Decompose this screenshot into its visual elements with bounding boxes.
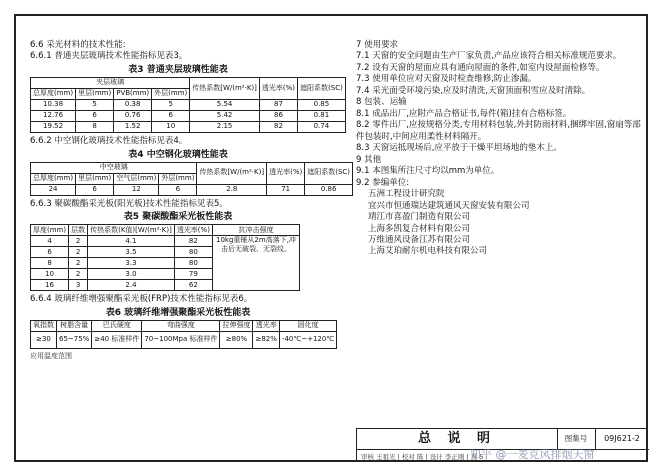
table6 — [30, 320, 337, 349]
table6-cell: 70~100Mpa 标准样件 — [142, 331, 220, 348]
table3-cell: 19.52 — [31, 122, 76, 133]
table5-cell: 4.1 — [88, 236, 175, 247]
table5-cell: 3.0 — [88, 269, 175, 280]
table5 — [30, 224, 300, 291]
table-row — [31, 184, 353, 195]
table6-cell: -40℃~+120℃ — [279, 331, 336, 348]
table4-cell: 2.8 — [197, 184, 267, 195]
table3-cell: 10.38 — [31, 100, 76, 111]
section-8-3: 8.3 天窗运抵现场后,应平放于干燥平坦场地的垫木上。 — [356, 143, 562, 154]
table5-header: 抗冲击强度 — [212, 225, 299, 236]
table3-cell: 2.15 — [190, 122, 260, 133]
table4-header: 外层(mm) — [159, 173, 197, 184]
table3-cell: 5 — [152, 100, 190, 111]
section-6-6: 6.6 采光材料的技术性能: — [30, 40, 126, 50]
table4-cell: 71 — [267, 184, 305, 195]
table6-header: 巴氏硬度 — [92, 320, 142, 331]
table4-cell: 0.86 — [305, 184, 353, 195]
section-6-6-1: 6.6.1 普通夹层玻璃技术性能指标见表3。 — [30, 51, 188, 62]
section-6-6-3: 6.6.3 聚碳酸酯采光板(阳光板)技术性能指标见表5。 — [30, 198, 228, 209]
watermark: 知乎 @一麦克风排烟天窗 — [470, 448, 595, 461]
table6-header: 弯曲强度 — [142, 320, 220, 331]
table4-header: 透光率(%) — [267, 162, 305, 184]
section-7-1: 7.1 天窗的安全问题由生产厂家负责,产品应该符合相关标准规范要求。 — [356, 51, 622, 62]
table4-cell: 24 — [31, 184, 76, 195]
table5-cell: 3 — [69, 280, 88, 291]
table5-cell: 6 — [31, 247, 69, 258]
table3-cell: 5 — [76, 100, 114, 111]
table5-cell: 62 — [174, 280, 212, 291]
table3-header: 外层(mm) — [152, 89, 190, 100]
table6-header-extra: 应用温度范围 — [30, 351, 72, 360]
table6-header: 拉伸强度 — [220, 320, 253, 331]
table6-header: 树脂含量 — [57, 320, 92, 331]
table5-cell: 2 — [69, 236, 88, 247]
table3-caption: 表3 普通夹层玻璃性能表 — [128, 64, 228, 75]
table6-caption: 表6 玻璃纤维增强聚酯采光板性能表 — [105, 307, 251, 318]
table3-cell: 82 — [259, 122, 297, 133]
table3-cell: 5.42 — [190, 111, 260, 122]
table3-cell: 6 — [152, 111, 190, 122]
section-9-2: 9.2 参编单位: — [356, 177, 410, 188]
table3-header: 遮阳系数(SC) — [298, 78, 346, 100]
table4 — [30, 162, 353, 196]
left-column — [30, 40, 351, 361]
table5-caption: 表5 聚碳酸酯采光板性能表 — [123, 212, 233, 223]
section-7: 7 使用要求 — [356, 40, 399, 50]
table6-cell: ≥82% — [253, 331, 279, 348]
table4-header: 总厚度(mm) — [31, 173, 76, 184]
table6-cell: 65~75% — [57, 331, 92, 348]
table5-cell: 8 — [31, 258, 69, 269]
section-6-6-2: 6.6.2 中空钢化玻璃技术性能指标见表4。 — [30, 136, 188, 147]
table3-cell: 1.52 — [114, 122, 152, 133]
table5-header: 层数 — [69, 225, 88, 236]
table5-cell: 4 — [31, 236, 69, 247]
table3-cell: 12.76 — [31, 111, 76, 122]
table5-header: 厚度(mm) — [31, 225, 69, 236]
table5-cell: 2 — [69, 269, 88, 280]
table4-header: 里层(mm) — [76, 173, 114, 184]
table5-cell: 80 — [174, 258, 212, 269]
table5-cell: 3.5 — [88, 247, 175, 258]
table4-caption: 表4 中空钢化玻璃性能表 — [128, 149, 228, 160]
participating-unit: 五洲工程设计研究院 — [368, 189, 445, 200]
table3-header: 透光率(%) — [259, 78, 297, 100]
table5-cell: 82 — [174, 236, 212, 247]
table3-cell: 0.38 — [114, 100, 152, 111]
table3-cell: 0.76 — [114, 111, 152, 122]
table3-cell: 8 — [76, 122, 114, 133]
table4-cell: 12 — [114, 184, 159, 195]
table5-cell: 3.3 — [88, 258, 175, 269]
participating-unit: 宜兴市恒通瑞达建筑通风天窗安装有限公司 — [368, 200, 530, 211]
table4-header: 空气层(mm) — [114, 173, 159, 184]
participating-unit: 上海艾珀耐尔机电科技有限公司 — [368, 246, 488, 257]
table3 — [30, 77, 346, 133]
section-6-6-4: 6.6.4 玻璃纤维增强聚酯采光板(FRP)技术性能指标见表6。 — [30, 294, 253, 305]
table6-cell: ≥30 — [31, 331, 57, 348]
table3-cell: 6 — [76, 111, 114, 122]
table5-cell: 2 — [69, 247, 88, 258]
set-number: 09J621-2 — [604, 434, 640, 443]
table4-cell: 6 — [159, 184, 197, 195]
table6-header: 固化度 — [279, 320, 336, 331]
table4-group-header: 中空玻璃 — [31, 162, 197, 173]
table3-cell: 10 — [152, 122, 190, 133]
table5-header: 传热系数(K值)[W/(m²·K)] — [88, 225, 175, 236]
table6-cell: ≥80% — [220, 331, 253, 348]
table3-header: 里层(mm) — [76, 89, 114, 100]
table6-header: 氧指数 — [31, 320, 57, 331]
table5-cell: 80 — [174, 247, 212, 258]
participating-unit: 靖江市喜盈门制造有限公司 — [368, 212, 471, 223]
right-column — [356, 40, 648, 258]
table-row — [31, 111, 346, 122]
table5-cell: 2 — [69, 258, 88, 269]
table5-impact-note: 10kg重锤从2m高落下,冲击后无破裂、无裂纹。 — [212, 236, 299, 291]
table5-cell: 2.4 — [88, 280, 175, 291]
table-row — [31, 236, 300, 247]
set-number-label: 图集号 — [557, 429, 596, 449]
section-7-3: 7.3 使用单位应对天窗及时检查维修,防止渗漏。 — [356, 74, 537, 85]
table4-cell: 6 — [76, 184, 114, 195]
section-7-4: 7.4 采光面受环境污染,应及时清洗,天窗顶面积雪应及时清除。 — [356, 85, 591, 96]
table-row — [31, 100, 346, 111]
table-row — [31, 331, 337, 348]
section-9-1: 9.1 本图集所注尺寸均以mm为单位。 — [356, 166, 500, 177]
table3-group-header: 夹层玻璃 — [31, 78, 190, 89]
section-7-2: 7.2 设有天窗的屋面应具有通向屋面的条件,如室内设屋面检修等。 — [356, 62, 605, 73]
table5-cell: 16 — [31, 280, 69, 291]
table3-header: 传热系数[W/(m²·K)] — [190, 78, 260, 100]
table3-cell: 86 — [259, 111, 297, 122]
section-8-1: 8.1 成品出厂,应附产品合格证书,每件(箱)挂有合格标签。 — [356, 108, 572, 119]
table-row — [31, 122, 346, 133]
table3-header: PVB(mm) — [114, 89, 152, 100]
table3-cell: 0.81 — [298, 111, 346, 122]
section-8-2: 8.2 零件出厂,应按规格分类,专用材料包装,外封防雨材料,捆绑牢固,窗扇等部件包装时,中间应用柔性材料隔开。 — [356, 120, 641, 142]
table3-cell: 87 — [259, 100, 297, 111]
table5-header: 透光率(%) — [174, 225, 212, 236]
table3-cell: 0.85 — [298, 100, 346, 111]
participating-unit: 万维通风设备江苏有限公司 — [368, 234, 471, 245]
table5-cell: 79 — [174, 269, 212, 280]
table3-cell: 0.74 — [298, 122, 346, 133]
section-9: 9 其他 — [356, 154, 382, 165]
table3-cell: 5.54 — [190, 100, 260, 111]
table6-header: 透光率 — [253, 320, 279, 331]
sheet-title: 总 说 明 — [357, 429, 558, 449]
section-8: 8 包装、运输 — [356, 97, 407, 108]
signature-row: 审核 王祖光 | 校对 陈 | 设计 李正刚 | 页 5 — [357, 449, 649, 463]
table5-cell: 10 — [31, 269, 69, 280]
table6-cell: ≥40 标准样件 — [92, 331, 142, 348]
participating-unit: 上海多凯复合材料有限公司 — [368, 223, 471, 234]
table4-header: 遮阳系数(SC) — [305, 162, 353, 184]
table4-header: 传热系数[W/(m²·K)] — [197, 162, 267, 184]
table3-header: 总厚度(mm) — [31, 89, 76, 100]
